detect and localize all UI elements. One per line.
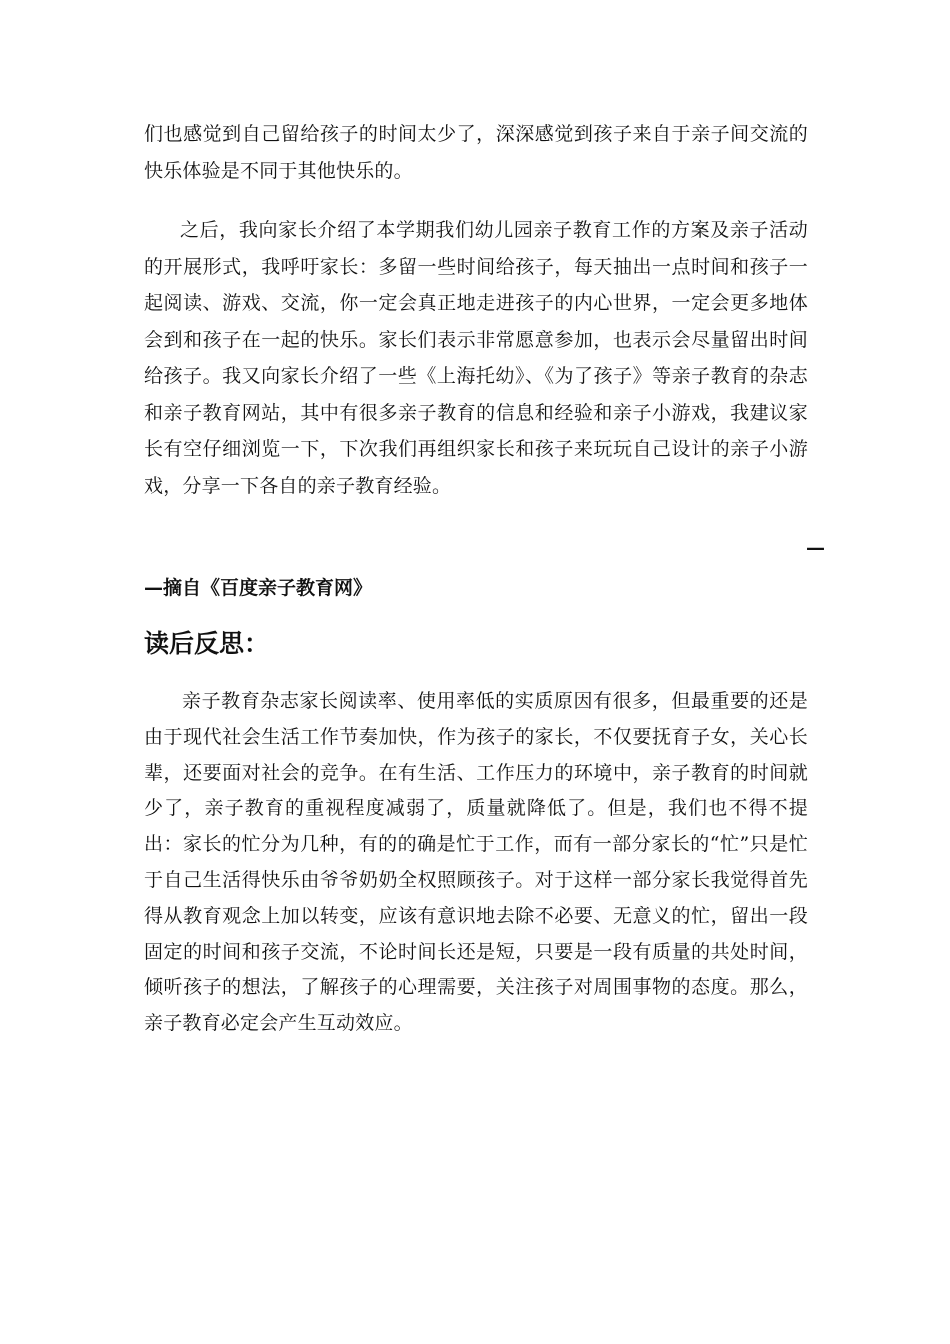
paragraph-parent-meeting: 之后，我向家长介绍了本学期我们幼儿园亲子教育工作的方案及亲子活动的开展形式，我呼吁家长：多留一些时间给孩子，每天抽出一点时间和孩子一起阅读、游戏、交流，你一定会真正地走进孩子的内心世界，一定会更多地体会到和孩子在一起的快乐。家长们表示非常愿意参加，也表示会尽量留出时间给孩子。我又向家长介绍了一些《上海托幼》、《为了孩子》等亲子教育的杂志和亲子教育网站，其中有很多亲子教育的信息和经验和亲子小游戏，我建议家长有空仔细浏览一下，下次我们再组织家长和孩子来玩玩自己设计的亲子小游戏，分享一下各自的亲子教育经验。: [144, 219, 808, 497]
source-citation: —摘自《百度亲子教育网》: [144, 577, 373, 599]
attribution-dash: —: [806, 537, 825, 559]
section-heading: 读后反思：: [144, 629, 270, 658]
paragraph-continued: 们也感觉到自己留给孩子的时间太少了，深深感觉到孩子来自于亲子间交流的快乐体验是不同于其他快乐的。: [144, 123, 808, 182]
paragraph-reflection: 亲子教育杂志家长阅读率、使用率低的实质原因有很多，但最重要的还是由于现代社会生活工作节奏加快，作为孩子的家长，不仅要抚育子女，关心长辈，还要面对社会的竞争。在有生活、工作压力的环境中，亲子教育的时间就少了，亲子教育的重视程度减弱了，质量就降低了。但是，我们也不得不提出：家长的忙分为几种，有的的确是忙于工作，而有一部分家长的“忙”只是忙于自己生活得快乐由爷爷奶奶全权照顾孩子。对于这样一部分家长我觉得首先得从教育观念上加以转变，应该有意识地去除不必要、无意义的忙，留出一段固定的时间和孩子交流，不论时间长还是短，只要是一段有质量的共处时间，倾听孩子的想法，了解孩子的心理需要，关注孩子对周围事物的态度。那么，亲子教育必定会产生互动效应。: [144, 690, 808, 1035]
